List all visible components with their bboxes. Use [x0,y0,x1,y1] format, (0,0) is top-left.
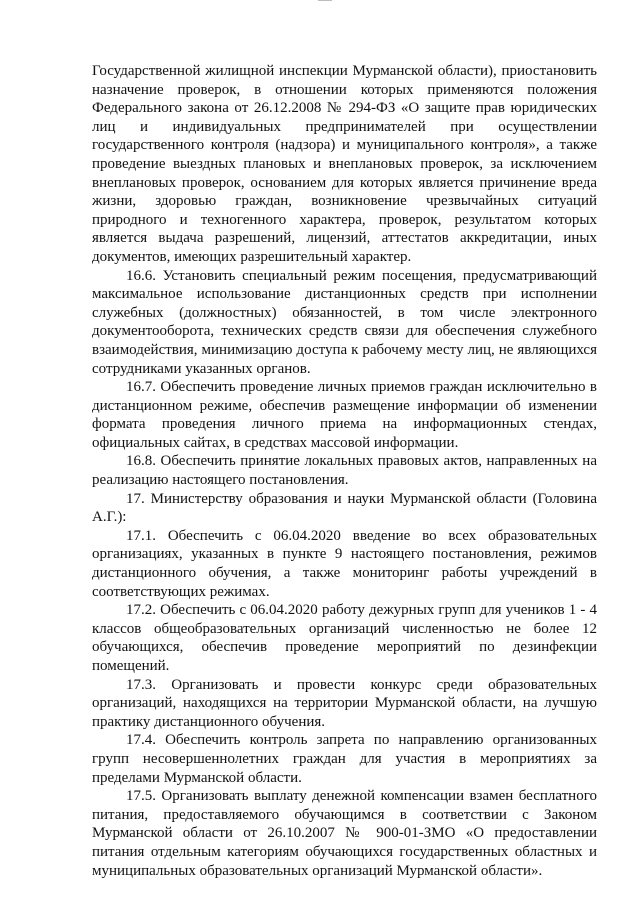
paragraph-17: 17. Министерству образования и науки Мурманской области (Головина А.Г.): [92,490,597,526]
paragraph-17-4: 17.4. Обеспечить контроль запрета по направлению организованных групп несовершеннолетних граждан для участия в мероприятиях за пределами Мурманской области. [92,732,597,786]
paragraph-17-2: 17.2. Обеспечить с 06.04.2020 работу дежурных групп для учеников 1 - 4 классов общеобразовательных организаций численностью не более 12 обучающихся, обеспечив проведение мероприятий по дезинфекции помещений. [92,602,597,674]
paragraph-16-8: 16.8. Обеспечить принятие локальных правовых актов, направленных на реализацию настоящего постановления. [92,453,597,489]
paragraph-16-7: 16.7. Обеспечить проведение личных приемов граждан исключительно в дистанционном режиме, обеспечив размещение информации об изменении формата проведения личного приема на информационных стендах, официальных сайтах, в средствах массовой информации. [92,379,597,451]
paragraph-16-6: 16.6. Установить специальный режим посещения, предусматривающий максимальное использование дистанционных средств при исполнении служебных (должностных) обязанностей, в том числе электронного документооборота, технических средств связи для обеспечения служебного взаимодействия, минимизацию доступа к рабочему месту лиц, не являющихся сотрудниками указанных органов. [92,267,597,377]
page-top-mark [318,0,332,1]
paragraph-continuation: Государственной жилищной инспекции Мурманской области), приостановить назначение проверок, в отношении которых применяются положения Федерального закона от 26.12.2008 № 294-ФЗ «О защите прав юридических лиц и индивидуальных предпринимателей при осуществлении государственного контроля (надзора) и муниципального контроля», а также проведение выездных плановых и внеплановых проверок, за исключением внеплановых проверок, основанием для которых является причинение вреда жизни, здоровью граждан, возникновение чрезвычайных ситуаций природного и техногенного характера, проверок, результатом которых является выдача разрешений, лицензий, аттестатов аккредитации, иных документов, имеющих разрешительный характер. [92,63,597,265]
paragraph-17-5: 17.5. Организовать выплату денежной компенсации взамен бесплатного питания, предоставляемого обучающимся в соответствии с Законом Мурманской области от 26.10.2007 № 900-01-ЗМО «О предоставлении питания отдельным категориям обучающихся государственных областных и муниципальных образовательных организаций Мурманской области». [92,788,597,879]
document-page [92,62,597,880]
paragraph-17-3: 17.3. Организовать и провести конкурс среди образовательных организаций, находящихся на территории Мурманской области, на лучшую практику дистанционного обучения. [92,676,597,730]
paragraph-17-1: 17.1. Обеспечить с 06.04.2020 введение во всех образовательных организациях, указанных в пункте 9 настоящего постановления, режимов дистанционного обучения, а также мониторинг работы учреждений в соответствующих режимах. [92,527,597,600]
